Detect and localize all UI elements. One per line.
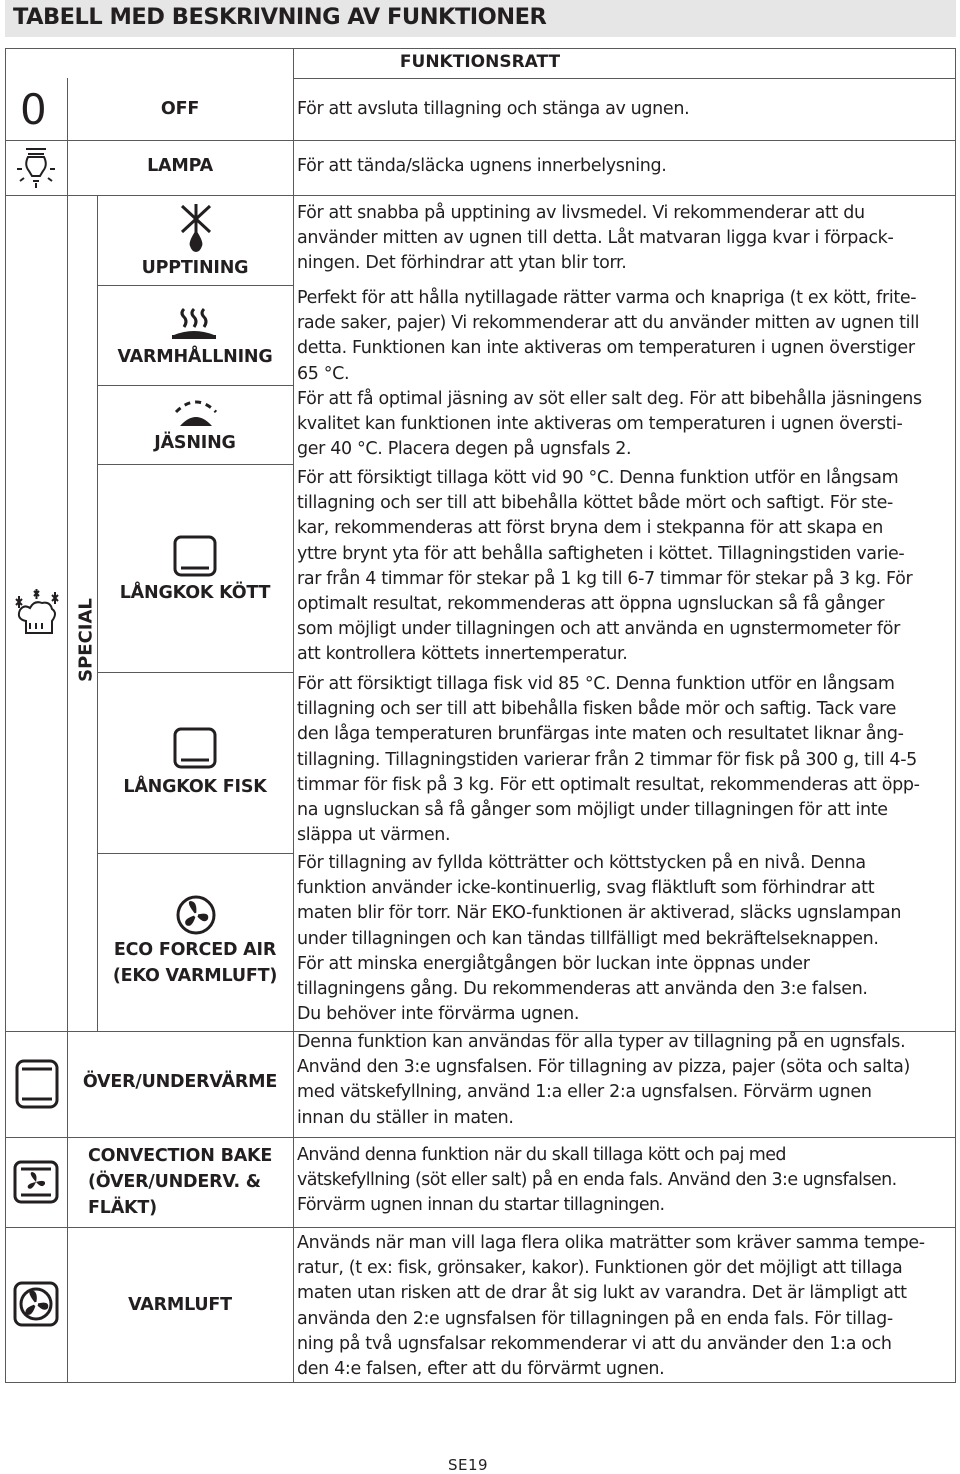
label-keep-warm: VARMHÅLLNING [117,347,273,367]
desc-defrost: För att snabba på upptining av livsmedel. Vi rekommenderar att du använder mitten av ugnen till detta. Låt matvaran ligga kvar i förpack- ningen. Det förhindrar att ytan blir torr. [297,203,894,274]
row-divider [5,1137,956,1138]
label-off: OFF [160,99,200,119]
top-bottom-heat-icon [14,1058,60,1110]
sub-row-divider [97,672,293,673]
row-divider [5,1227,956,1228]
keep-warm-icon [170,305,218,345]
table-border-left [5,48,6,1383]
row-divider [5,195,956,196]
desc-eco: För tillagning av fyllda kötträtter och köttstycken på en nivå. Denna funktion använder icke-kontinuerlig, svag fläktluft som förhindrar att maten blir för torr. När EKO-funktionen är aktiverad, släcks ugnslampan under tillagningen och kan tändas tillfälligt med bekräftelseknappen. För att minska energiåtgången bör luckan inte öppnas under tillagningens gång. Du rekommenderas att använda den 3:e falsen. Du behöver inte förvärma ugnen. [297,853,902,1025]
desc-slow-fish: För att försiktigt tillaga fisk vid 85 °C. Denna funktion utför en långsam tillagning och ser till att bibehålla fisken både mör och saftig. Tack vare den låga temperaturen brunfärgas inte maten och resultatet liknar ång- tillagning. Tillagningstiden varierar från 2 timmar för fisk på 300 g, till 4-5 timmar för fisk på 3 kg. För ett optimalt resultat, rekommenderas att öpp- na ugnsluckan så få gånger som möjligt under tillagningen för att inte släppa ut värmen. [297,674,920,846]
label-slow-fish: LÅNGKOK FISK [123,777,267,797]
eco-fan-icon [176,895,216,935]
desc-convection: Använd denna funktion när du skall tillaga kött och paj med vätskefyllning (söt eller salt) på en enda fals. Använd den 3:e ugnsfalsen. Förvärm ugnen innan du startar tillagningen. [297,1145,897,1216]
special-label: SPECIAL [75,598,97,682]
page-title: TABELL MED BESKRIVNING AV FUNKTIONER [13,4,547,30]
desc-off: För att avsluta tillagning och stänga av ugnen. [297,99,690,119]
page-number: SE19 [448,1456,489,1474]
row-divider [5,140,956,141]
icon-column-divider [67,78,68,1383]
sub-row-divider [97,285,293,286]
convection-bake-icon [12,1159,60,1205]
proving-icon [170,398,222,432]
defrost-icon [178,202,214,254]
sub-row-divider [97,853,293,854]
desc-top-bottom: Denna funktion kan användas för alla typer av tillagning på en ugnsfals. Använd den 3:e ugnsfalsen. För tillagning av pizza, pajer (söta och salta) med vätskefyllning, använd 1:a eller 2:a ugnsfalsen. Förvärm ugnen innan du ställer in maten. [297,1032,911,1128]
label-top-bottom: ÖVER/UNDERVÄRME [82,1072,278,1092]
desc-keep-warm: Perfekt för att hålla nytillagade rätter varma och knapriga (t ex kött, frite- rade saker, pajer) Vi rekommenderar att du använder mitten av ugnen till detta. Funktionen kan inte aktiveras om temperaturen i ugnen överstiger 65 °C. [297,288,920,384]
desc-lamp: För att tända/släcka ugnens innerbelysning. [297,156,667,176]
label-convection-line2: (ÖVER/UNDERV. & [88,1172,261,1192]
label-eco-line2: (EKO VARMLUFT) [112,966,278,986]
desc-slow-meat: För att försiktigt tillaga kött vid 90 °C. Denna funktion utför en långsam tillagning och ser till att bibehålla köttet både mört och saftigt. För ste- kar, rekommenderas att först bryna dem i stekpanna för att skapa en yttre brynt yta för att behålla saftigheten i köttet. Tillagningstiden varie- rar från 4 timmar för stekar på 1 kg till 6-7 timmar för stekar på 3 kg. För optimalt resultat, rekommenderas att öppna ugnsluckan så få gånger som möjligt under tillagningen och att använda en ugnstermometer för att kontrollera köttets innertemperatur. [297,468,913,665]
table-border-top [5,48,956,49]
header-divider [293,78,956,79]
label-fan: VARMLUFT [128,1295,232,1315]
label-eco-line1: ECO FORCED AIR [113,940,277,960]
slow-cook-fish-icon [172,726,218,770]
label-lamp: LAMPA [147,156,213,176]
sub-row-divider [97,464,293,465]
chef-hat-sparkle-icon [12,589,62,639]
label-column-divider [293,48,294,1383]
sub-row-divider [97,385,293,386]
table-border-right [955,48,956,1383]
special-group-label [72,600,100,680]
desc-proving: För att få optimal jäsning av söt eller salt deg. För att bibehålla jäsningens kvalitet kan funktionen inte aktiveras om temperaturen i ugnen översti- ger 40 °C. Placera degen på ugnsfals 2. [297,389,922,460]
desc-fan: Används när man vill laga flera olika maträtter som kräver samma tempe- ratur, (t ex: fisk, grönsaker, kakor). Funktionen gör det möjligt att tillaga maten utan risken att de drar åt sig lukt av varandra. Det är lämpligt att använda den 2:e ugnsfalsen för tillagningen på en enda fals. För tillag- ning på två ugnsfalsar rekommenderar vi att du använder den 1:a och den 4:e falsen, efter att du förvärmt ugnen. [297,1233,925,1380]
lamp-icon [14,143,58,191]
slow-cook-meat-icon [172,534,218,578]
column-header: FUNKTIONSRATT [399,52,561,72]
label-convection-line1: CONVECTION BAKE [88,1146,273,1166]
label-slow-meat: LÅNGKOK KÖTT [119,583,271,603]
label-proving: JÄSNING [154,433,236,453]
zero-symbol: 0 [20,85,47,134]
fan-oven-icon [12,1280,60,1328]
label-defrost: UPPTINING [141,258,249,278]
label-convection-line3: FLÄKT) [88,1198,157,1218]
